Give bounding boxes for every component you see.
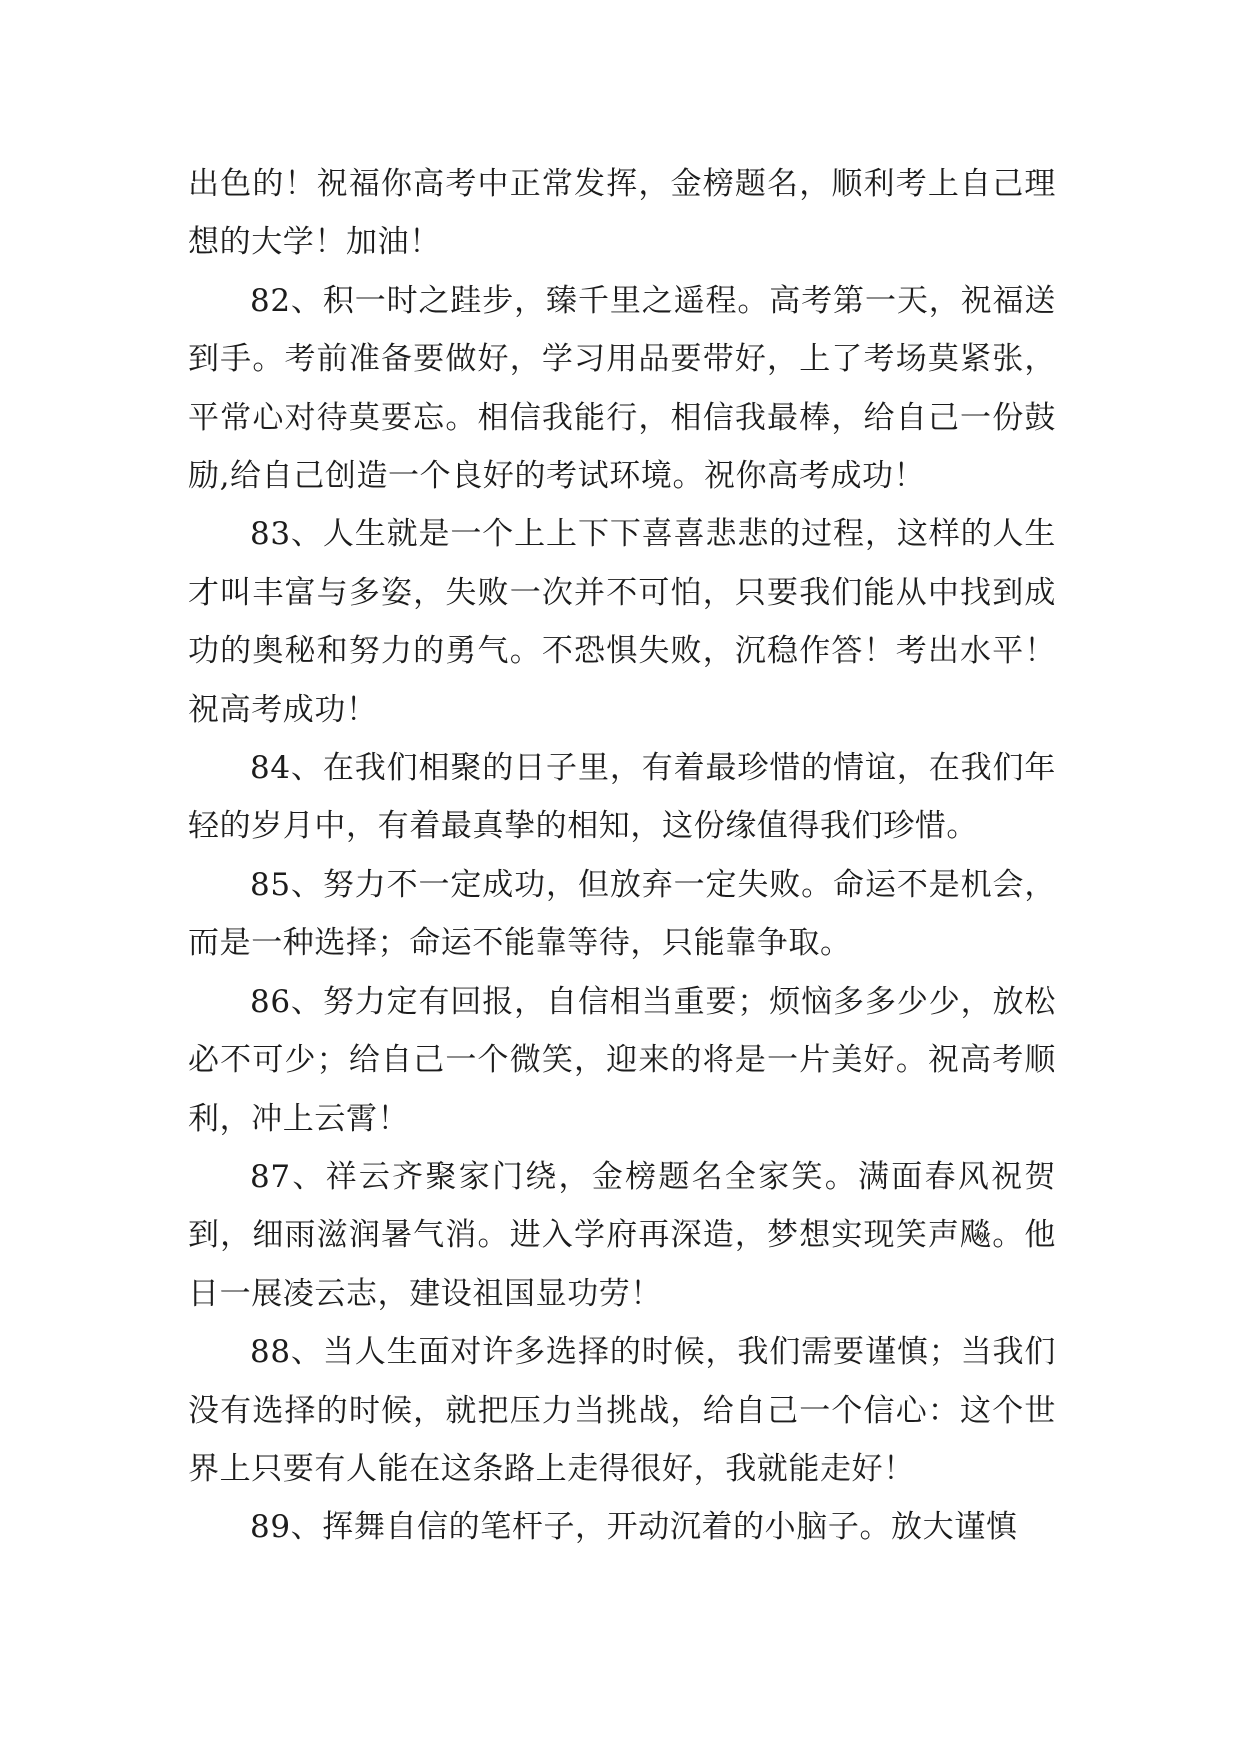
- paragraph-continuation: 出色的！祝福你高考中正常发挥，金榜题名，顺利考上自己理想的大学！加油！: [188, 166, 1056, 261]
- paragraph-item-89: 89、挥舞自信的笔杆子，开动沉着的小脑子。放大谨慎: [250, 1509, 1018, 1546]
- paragraph-item-86: 86、努力定有回报，自信相当重要；烦恼多多少少，放松必不可少；给自己一个微笑，迎来的将是一片美好。祝高考顺利，冲上云霄！: [188, 983, 1056, 1137]
- paragraph-item-82: 82、积一时之跬步，臻千里之遥程。高考第一天，祝福送到手。考前准备要做好，学习用品要带好，上了考场莫紧张，平常心对待莫要忘。相信我能行，相信我最棒，给自己一份鼓励,给自己创造一个良好的考试环境。祝你高考成功！: [188, 282, 1056, 495]
- paragraph-item-83: 83、人生就是一个上上下下喜喜悲悲的过程，这样的人生才叫丰富与多姿，失败一次并不可怕，只要我们能从中找到成功的奥秘和努力的勇气。不恐惧失败，沉稳作答！考出水平！祝高考成功！: [188, 516, 1056, 728]
- paragraph-item-88: 88、当人生面对许多选择的时候，我们需要谨慎；当我们没有选择的时候，就把压力当挑战，给自己一个信心：这个世界上只要有人能在这条路上走得很好，我就能走好！: [188, 1334, 1056, 1487]
- document-body: [188, 155, 1056, 1557]
- paragraph-item-85: 85、努力不一定成功，但放弃一定失败。命运不是机会，而是一种选择；命运不能靠等待，只能靠争取。: [188, 866, 1056, 962]
- paragraph-item-84: 84、在我们相聚的日子里，有着最珍惜的情谊，在我们年轻的岁月中，有着最真挚的相知，这份缘值得我们珍惜。: [188, 750, 1056, 845]
- paragraph-item-87: 87、祥云齐聚家门绕，金榜题名全家笑。满面春风祝贺到，细雨滋润暑气消。进入学府再深造，梦想实现笑声飚。他日一展凌云志，建设祖国显功劳！: [188, 1158, 1056, 1312]
